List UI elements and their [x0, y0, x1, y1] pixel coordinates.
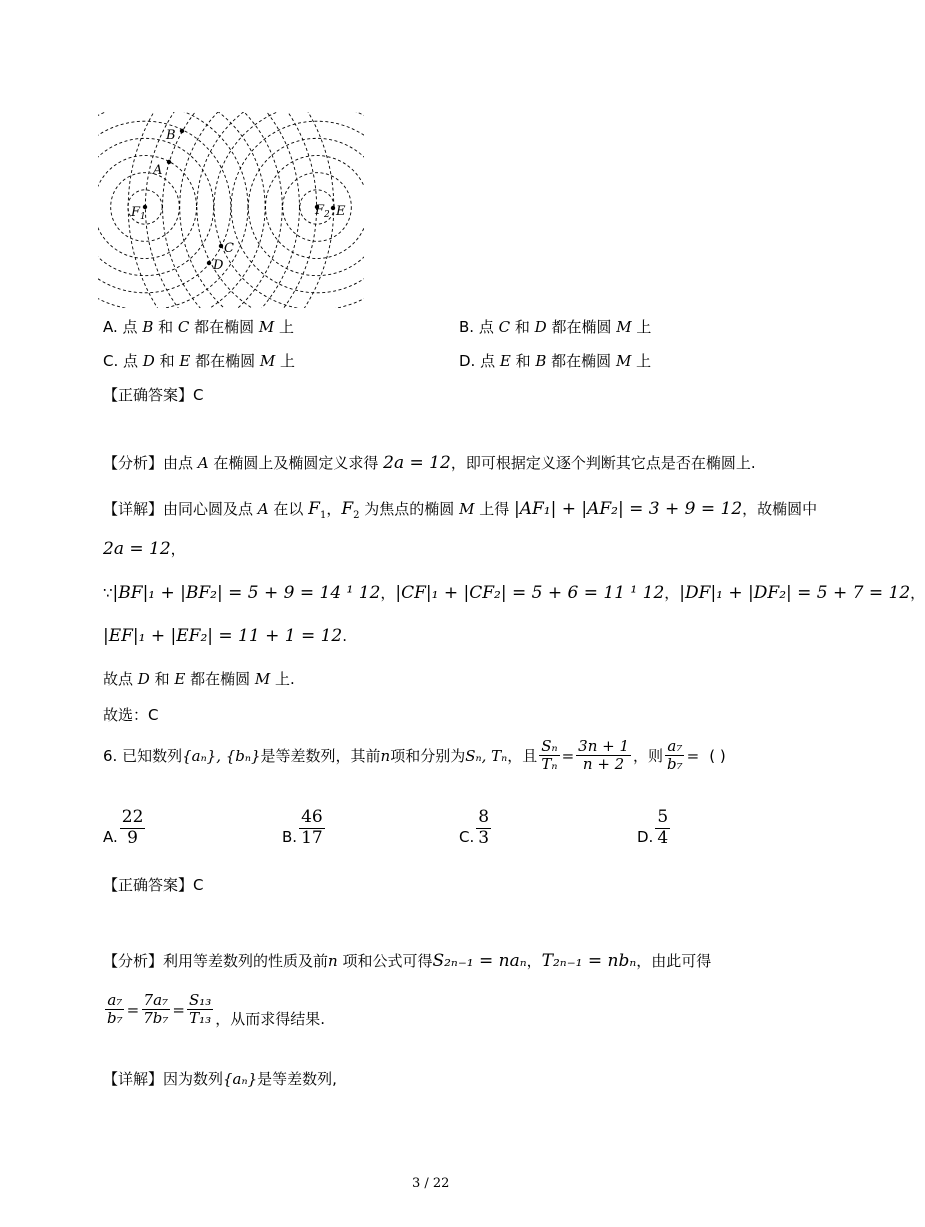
- q6-detail: 【详解】因为数列{aₙ}是等差数列,: [103, 1070, 337, 1088]
- circle-1-11: [0, 18, 334, 396]
- q6-analysis-fractions: $\frac{\text{a₇}}{\text{b₇}}$ = $\frac{\text{7a₇}}{\text{7b₇}}$ = $\frac{\text{S₁₃}}{\text{T₁₃}}$ ，从而求得结果.: [107, 990, 326, 1028]
- point-B: [180, 129, 184, 133]
- rhs-fraction: $\frac{3n + 1}{n + 2}$: [578, 737, 630, 774]
- q5-detail-line3: ∵|BF|₁ + |BF₂| = 5 + 9 = 14 ¹ 12，|CF|₁ + |CF₂| = 5 + 6 = 11 ¹ 12，|DF|₁ + |DF₂| = 5 + 7 = 12，: [103, 583, 925, 603]
- point-D: [207, 261, 211, 265]
- q6-stem: 6. 已知数列 {aₙ}, {bₙ} 是等差数列，其前 n 项和分别为 Sₙ, Tₙ ，且 $\frac{\text{Sₙ}}{\text{Tₙ}}$ = $\frac{3n + 1}{n + 2}$ ， 则 $\frac{\text{a₇}}{\text{b₇}}$ = ( ): [103, 737, 726, 774]
- q6-answer: 【正确答案】C: [103, 876, 204, 894]
- ratio-fraction: $\frac{\text{Sₙ}}{\text{Tₙ}}$: [541, 737, 558, 774]
- option-D: D. 点 E 和 B 都在椭圆 M 上: [459, 352, 652, 370]
- q5-answer: 【正确答案】C: [103, 386, 204, 404]
- option-C: C. 点 D 和 E 都在椭圆 M 上: [103, 352, 295, 370]
- label-F2: $F_2$: [315, 203, 330, 220]
- label-E: E: [336, 204, 346, 219]
- q5-choice: 故选：C: [103, 706, 159, 724]
- option-B: B. 点 C 和 D 都在椭圆 M 上: [459, 318, 652, 336]
- label-A: A: [153, 163, 163, 178]
- ask-fraction: $\frac{\text{a₇}}{\text{b₇}}$: [667, 737, 683, 774]
- q6-option-A: A. $\frac{22}{9}$: [103, 807, 144, 848]
- page-number: 3 / 22: [412, 1176, 450, 1191]
- q6-option-B: B. $\frac{46}{17}$: [282, 807, 323, 848]
- q6-analysis: 【分析】利用等差数列的性质及前n 项和公式可得S₂ₙ₋₁ = naₙ，T₂ₙ₋₁ = nbₙ，由此可得: [103, 951, 712, 971]
- q5-conclusion: 故点 D 和 E 都在椭圆 M 上.: [103, 670, 295, 688]
- point-A: [167, 160, 171, 164]
- q5-detail-line4: |EF|₁ + |EF₂| = 11 + 1 = 12.: [103, 626, 348, 646]
- q5-detail-line1: 【详解】由同心圆及点 A 在以 $F_1$，$F_2$ 为焦点的椭圆 M 上得 |AF₁| + |AF₂| = 3 + 9 = 12，故椭圆中: [103, 499, 818, 521]
- label-D: D: [213, 258, 224, 273]
- point-E: [331, 206, 335, 210]
- point-C: [219, 244, 223, 248]
- option-A: A. 点 B 和 C 都在椭圆 M 上: [103, 318, 295, 336]
- q6-option-C: C. $\frac{8}{3}$: [459, 807, 490, 848]
- q5-analysis: 【分析】由点 A 在椭圆上及椭圆定义求得 2a = 12，即可根据定义逐个判断其它点是否在椭圆上.: [103, 453, 756, 473]
- ellipse-figure: [98, 112, 364, 308]
- q6-option-D: D. $\frac{5}{4}$: [637, 807, 669, 848]
- label-B: B: [166, 128, 176, 143]
- label-F1: $F_1$: [131, 205, 146, 222]
- label-C: C: [224, 241, 234, 256]
- point-F1: [143, 205, 147, 209]
- q5-detail-line2: 2a = 12，: [103, 539, 186, 559]
